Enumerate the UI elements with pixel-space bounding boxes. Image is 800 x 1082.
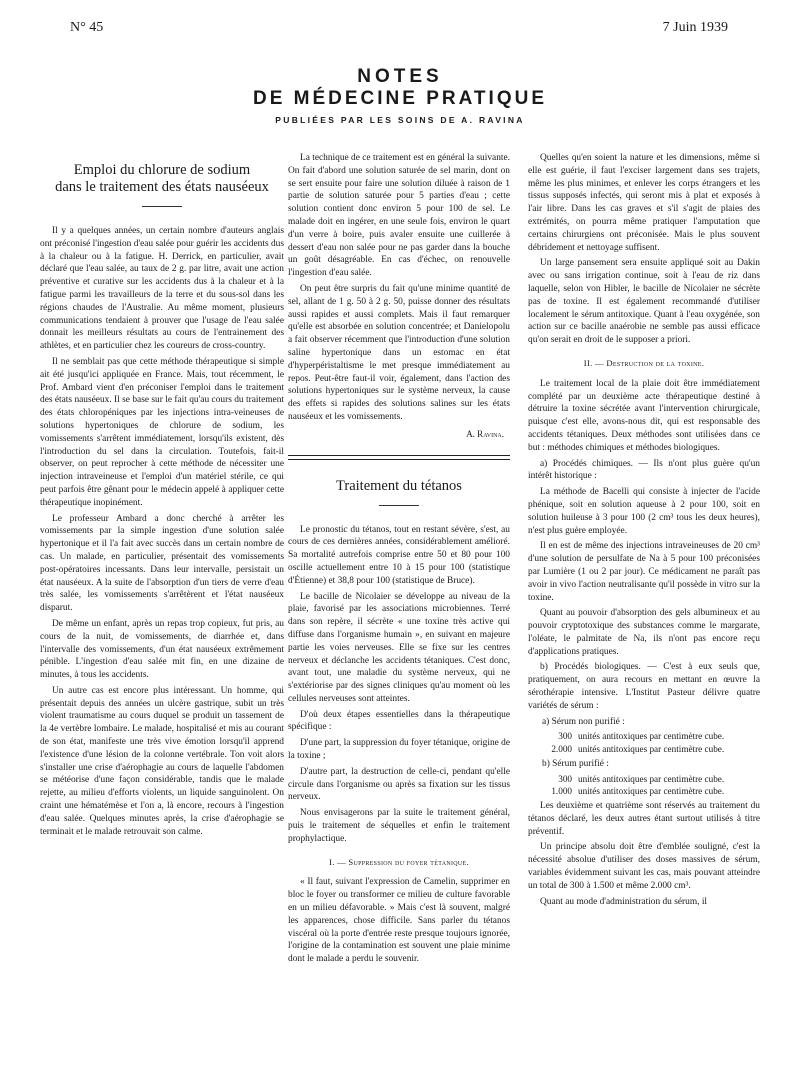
paragraph: Quelles qu'en soient la nature et les dimensions, même si elle est guérie, il faut l'exciser largement dans ses trajets, même les plus minimes, et enlever les corps étrangers et les tissus supposés infectés, qui seront mis à plat et exposés à l'air libre. Dans les cas graves et s'il s'agit de plaies des extrémités, on pourra même pratiquer l'amputation que certains chirurgiens ont préconisée. Mais le plus souvent débridement et nettoyage suffisent. [528, 153, 760, 253]
paragraph: On peut être surpris du fait qu'une minime quantité de sel, allant de 1 g. 50 à 2 g. 50, puisse donner des résultats aussi rapides et aussi complets. Mais il faut remarquer qu'elle est absorbée en solution concentrée; et Danielopolu a fait observer récemment que l'introduction d'une solution saline hypertonique dans un estomac en état d'hyperpéristaltisme le met presque immédiatement au repos. Peut-être faut-il voir, également, dans l'action des solutions hypertoniques sur le système nerveux, la cause des effets si rapides des solutions salines sur les états nauséeux et les vomissements. [288, 283, 510, 422]
column-3 [528, 152, 760, 911]
title-divider [142, 206, 182, 207]
paragraph: « Il faut, suivant l'expression de Camelin, supprimer en bloc le foyer ou transformer ce milieu de culture favorable en un milieu défavorable. » Mais c'est là souvent, malgré les apparences, chose difficile. Sans parler du tétanos viscéral où la porte d'entrée reste presque toujours ignorée, l'origine de la contamination est souvent une plaie minime dont le malade a perdu le souvenir. [288, 877, 510, 965]
serum-units: 300 [558, 773, 572, 784]
page-header [0, 20, 800, 40]
article2-title [288, 478, 510, 495]
paragraph: D'où deux étapes essentielles dans la thérapeutique spécifique : [288, 709, 510, 733]
section-heading: I. — Suppression du foyer tétanique. [329, 856, 469, 867]
article2-title-text: Traitement du tétanos [336, 477, 462, 494]
serum-units: 1.000 [551, 785, 572, 796]
serum-description: unités antitoxiques par centimètre cube. [578, 773, 725, 784]
paragraph: La méthode de Bacelli qui consiste à injecter de l'acide phénique, soit en solution aqueuse à 2 pour 100, soit en solution huileuse à 3 pour 100 (2 cm³ tous les deux heures), n'est plus guère employée. [528, 487, 760, 536]
paragraph: Quant au mode d'administration du sérum, il [540, 896, 708, 907]
serum-units: 2.000 [551, 743, 572, 754]
paragraph: a) Procédés chimiques. — Ils n'ont plus guère qu'un intérêt historique : [528, 458, 760, 482]
serum-row [528, 730, 760, 742]
paragraph: Un principe absolu doit être d'emblée souligné, c'est la nécessité absolue d'utiliser des doses massives de sérum, variables évidemment suivant les cas, mais pouvant atteindre un total de 300 à 1.500 et même 2.000 cm³. [528, 842, 760, 891]
masthead-title-line1: NOTES [357, 66, 443, 87]
serum-table [528, 730, 760, 754]
serum-units: 300 [558, 731, 572, 742]
paragraph: Un large pansement sera ensuite appliqué soit au Dakin avec ou sans irrigation continue, soit à l'eau de riz dans laquelle, selon von Hibler, le bacille de Nicolaier ne sécrète pas de toxine. Il est également recommandé d'utiliser localement le sérum antitoxique. Quant à l'eau oxygénée, son action sur ce bacille anaérobie ne semble pas aussi efficace qu'on serait en droit de le supposer a priori. [528, 258, 760, 346]
paragraph: Il ne semblait pas que cette méthode thérapeutique si simple ait été jusqu'ici appliquée en France. Mais, tout récemment, le Prof. Ambard vient d'en préconiser l'emploi dans le traitement des états nauséeux. Il se base sur le fait qu'au cours du traitement des états chloropéniques par les injections intra-veineuses de solutions hypertoniques de chlorure de sodium, les vomissements s'arrêtent immédiatement, lorsqu'ils existent, dès l'introduction du sel dans la circulation. Toutefois, fait-il observer, on peut reprocher à cette méthode de nécessiter une injection intraveineuse et l'emploi d'un matériel stérile, ce qui peut parfois être gênant pour le médecin appelé à appliquer cette thérapeutique inopinément. [40, 356, 284, 508]
serum-row [528, 785, 760, 797]
paragraph: Quant au pouvoir d'absorption des gels albumineux et au pouvoir cryptotoxique des substances comme le margarate, l'oléate, le palmitate de Na, ils n'ont pas encore reçu d'applications pratiques. [528, 608, 760, 657]
paragraph: Les deuxième et quatrième sont réservés au traitement du tétanos déclaré, les deux autres étant surtout utilisés à titre préventif. [528, 801, 760, 837]
paragraph: D'une part, la suppression du foyer tétanique, origine de la toxine ; [288, 738, 510, 762]
paragraph: D'autre part, la destruction de celle-ci, pendant qu'elle circule dans l'organisme ou après sa fixation sur les tissus nerveux. [288, 766, 510, 803]
paragraph: Un autre cas est encore plus intéressant. Un homme, qui présentait depuis des années un ulcère gastrique, subit un très violent traumatisme au cours duquel se produit un tassement de la 4e vertèbre lombaire. Le malade, hospitalisé et mis au courant de son état, manifeste une très vive émotion lorsqu'il apprend l'existence d'une lésion de la colonne vertébrale. Ton voit alors s'installer une crise d'aérophagie au cours de laquelle l'abdomen se météorise d'une façon considérable, tandis que le malade rejette, au milieu d'efforts violents, un liquide sanguinolent. On craint une hématémèse et l'on a, là encore, recours à l'ingestion d'eau salée. Quelques minutes après, la crise d'aérophagie se terminait et le malade retrouvait son calme. [40, 685, 284, 837]
paragraph: De même un enfant, après un repas trop copieux, fut pris, au cours de la nuit, de vomissements, de diarrhée et, dans l'intervalle des vomissements, d'un état nauséeux extrêmement pénible. L'ingestion d'eau salée mit fin, en une dizaine de minutes, à tous les accidents. [40, 618, 284, 681]
serum-table [528, 773, 760, 797]
article1-signature: A. Ravina. [466, 428, 504, 439]
paragraph: Le bacille de Nicolaier se développe au niveau de la plaie, favorisé par les associations microbiennes. Terré dans son repère, il sécrète « une toxine très active qui diffuse dans l'organisme humain », en suivant en majeure partie les voies nerveuses. Elle se fixe sur les centres nerveux et déclanche les accidents tétaniques. C'est donc, avant tout, une maladie du système nerveux, qui ne s'extériorise par des signes cliniques qu'au moment où les cellules nerveuses sont atteintes. [288, 591, 510, 704]
serum-row [528, 773, 760, 785]
serum-description: unités antitoxiques par centimètre cube. [578, 785, 725, 796]
serum-description: unités antitoxiques par centimètre cube. [578, 731, 725, 742]
serum-description: unités antitoxiques par centimètre cube. [578, 743, 725, 754]
masthead [0, 66, 800, 125]
article1-title [40, 162, 284, 196]
paragraph: b) Procédés biologiques. — C'est à eux seuls que, pratiquement, on aura recours en mettant en œuvre la sérothérapie intensive. L'Institut Pasteur délivre quatre variétés de sérum : [528, 662, 760, 711]
issue-number: N° 45 [70, 20, 104, 35]
paragraph: Il y a quelques années, un certain nombre d'auteurs anglais ont préconisé l'ingestion d'eau salée pour guérir les accidents dus à la chaleur ou à la fatigue. H. Derrick, en particulier, avait déclaré que l'eau salée, au taux de 2 g. par litre, avait une action préventive et curative sur les accidents dus à la chaleur et à la fatigue parmi les travailleurs de la terre et du sous-sol dans les régions chaudes de l'Australie. Au même moment, plusieurs communications tendaient à prouver que l'usage de l'eau salée donnait les meilleurs résultats au cours de l'entrainement des athlètes, et en particulier chez les coureurs de cross-country. [40, 226, 284, 352]
issue-date: 7 Juin 1939 [662, 20, 728, 35]
column-1 [40, 162, 284, 841]
section-heading: II. — Destruction de la toxine. [583, 357, 705, 368]
paragraph: Le professeur Ambard a donc cherché à arrêter les vomissements par la simple ingestion d'une solution salée hypertonique et il l'a fait avec succès dans un certain nombre de cas. Un malade, en particulier, présentait des vomissements post-opératoires incessants. Dans leur intervalle, persistait un état nauséeux. A la suite de l'absorption d'un tiers de verre d'eau très salée, les vomissements s'arrêtèrent et l'état nauséeux disparut. [40, 513, 284, 614]
article-separator [288, 455, 510, 460]
serum-row [528, 743, 760, 755]
paragraph: Le pronostic du tétanos, tout en restant sévère, s'est, au cours de ces dernières années, considérablement amélioré. Sa mortalité autrefois comprise entre 50 et 80 pour 100 oscille actuellement entre 10 à 15 pour 100 (statistique d'Étienne) et 38,8 pour 100 (statistique de Bruce). [288, 524, 510, 586]
title-divider [379, 505, 419, 506]
paragraph: La technique de ce traitement est en général la suivante. On fait d'abord une solution saturée de sel marin, dont on se sert ensuite pour faire une solution diluée à raison de 1 partie de solution saturée pour 5 parties d'eau ; cette solution contient donc environ 5 pour 100 de sel. Le malade doit en ingérer, en une seule fois, environ le quart d'un verre à boire, puis avaler ensuite une cuillerée à dessert d'eau non salée pour ne pas garder dans la bouche un goût désagréable. En cas d'échec, on renouvelle l'ingestion d'eau salée. [288, 153, 510, 279]
serum-category: a) Sérum non purifié : [542, 716, 625, 727]
article1-title-line1: Emploi du chlorure de sodium [73, 162, 251, 178]
article1-title-line2: dans le traitement des états nauséeux [55, 179, 269, 195]
masthead-byline: PUBLIÉES PAR LES SOINS DE A. RAVINA [275, 115, 525, 125]
paragraph: Nous envisagerons par la suite le traitement général, puis le traitement de séquelles et enfin le traitement prophylactique. [288, 808, 510, 844]
serum-category: b) Sérum purifié : [542, 758, 609, 769]
paragraph: Le traitement local de la plaie doit être immédiatement complété par un deuxième acte thérapeutique destiné à détruire la toxine sécrétée avant l'intervention chirurgicale, puisque c'est elle, avons-nous dit, qui est responsable des accidents tétaniques. Deux méthodes sont utilisées dans ce but : méthodes chimiques et méthodes biologiques. [528, 378, 760, 453]
paragraph: Il en est de même des injections intraveineuses de 20 cm³ d'une solution de persulfate de Na à 5 pour 100 préconisées par Lumière (1 ou 2 par jour). Ce médicament ne paraît pas avoir in vivo l'action neutralisante qu'il possède in vitro sur la toxine. [528, 541, 760, 603]
column-2 [288, 152, 510, 969]
masthead-title-line2: DE MÉDECINE PRATIQUE [252, 88, 547, 109]
